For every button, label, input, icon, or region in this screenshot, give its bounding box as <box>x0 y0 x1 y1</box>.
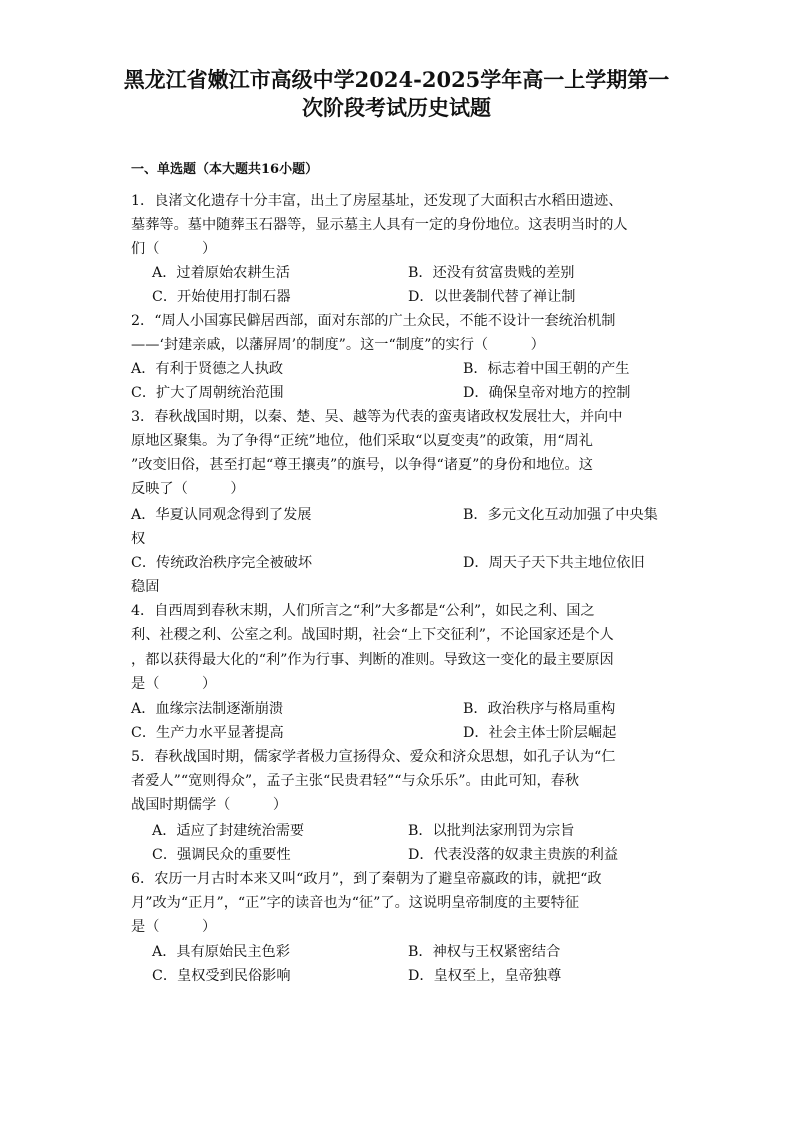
question-text-line: 2．“周人小国寡民僻居西部，面对东部的广土众民，不能不设计一套统治机制 <box>131 313 616 329</box>
option-b[interactable]: B．政治秩序与格局重构 <box>463 701 616 717</box>
option-a[interactable]: A．血缘宗法制逐渐崩溃 <box>131 701 284 717</box>
question-text-line: 是（ ） <box>131 676 217 692</box>
option-b[interactable]: B．多元文化互动加强了中央集 <box>463 507 658 523</box>
option-a[interactable]: A．过着原始农耕生活 <box>152 265 290 281</box>
section-heading: 一、单选题（本大题共16小题） <box>131 162 319 177</box>
option-a[interactable]: A．具有原始民主色彩 <box>152 944 290 960</box>
question-text-line: 反映了（ ） <box>131 481 245 497</box>
question-text-line: ，都以获得最大化的“利”作为行事、判断的准则。导致这一变化的最主要原因 <box>131 652 614 668</box>
question-text-line: 5．春秋战国时期，儒家学者极力宣扬得众、爱众和济众思想，如孔子认为“仁 <box>131 749 616 765</box>
document-title <box>120 66 673 122</box>
question-text-line: 4．自西周到春秋末期，人们所言之“利”大多都是“公利”，如民之利、国之 <box>131 603 595 619</box>
option-a[interactable]: A．有利于贤德之人执政 <box>131 361 284 377</box>
option-d-continued: 稳固 <box>131 579 160 595</box>
option-d[interactable]: D．社会主体士阶层崛起 <box>463 725 617 741</box>
question-text-line: 战国时期儒学（ ） <box>131 797 288 813</box>
option-b[interactable]: B．神权与王权紧密结合 <box>408 944 561 960</box>
option-c[interactable]: C．生产力水平显著提高 <box>131 725 284 741</box>
question-text-line: 利、社稷之利、公室之利。战国时期，社会“上下交征利”，不论国家还是个人 <box>131 627 614 643</box>
option-c[interactable]: C．强调民众的重要性 <box>152 847 291 863</box>
option-d[interactable]: D．周天子天下共主地位依旧 <box>463 555 645 571</box>
question-text-line: 者爱人”“宽则得众”，孟子主张“民贵君轻”“与众乐乐”。由此可知，春秋 <box>131 773 580 789</box>
option-d[interactable]: D．以世袭制代替了禅让制 <box>408 289 576 305</box>
option-c[interactable]: C．传统政治秩序完全被破坏 <box>131 555 313 571</box>
title-line-2: 次阶段考试历史试题 <box>302 95 491 120</box>
option-d[interactable]: D．代表没落的奴隶主贵族的利益 <box>408 847 619 863</box>
option-a[interactable]: A．适应了封建统治需要 <box>152 823 305 839</box>
question-text-line: 是（ ） <box>131 919 217 935</box>
option-c[interactable]: C．开始使用打制石器 <box>152 289 291 305</box>
question-text-line: 1．良渚文化遗存十分丰富，出土了房屋基址，还发现了大面积古水稻田遗迹、 <box>131 193 623 209</box>
option-b-continued: 权 <box>131 531 146 547</box>
option-d[interactable]: D．皇权至上，皇帝独尊 <box>408 968 562 984</box>
question-text-line: ——‘封建亲戚，以藩屏周’的制度”。这一“制度”的实行（ ） <box>131 337 545 353</box>
option-c[interactable]: C．扩大了周朝统治范围 <box>131 385 284 401</box>
question-text-line: 原地区聚集。为了争得“正统”地位，他们采取“以夏变夷”的政策，用“周礼 <box>131 433 593 449</box>
question-text-line: 月”改为“正月”，“正”字的读音也为“征”了。这说明皇帝制度的主要特征 <box>131 895 580 911</box>
option-b[interactable]: B．还没有贫富贵贱的差别 <box>408 265 575 281</box>
option-b[interactable]: B．以批判法家刑罚为宗旨 <box>408 823 575 839</box>
question-text-line: 3．春秋战国时期，以秦、楚、吴、越等为代表的蛮夷诸政权发展壮大，并向中 <box>131 409 623 425</box>
option-c[interactable]: C．皇权受到民俗影响 <box>152 968 291 984</box>
option-a[interactable]: A．华夏认同观念得到了发展 <box>131 507 312 523</box>
title-line-1: 黑龙江省嫩江市高级中学2024-2025学年高一上学期第一 <box>123 67 670 92</box>
question-text-line: 墓葬等。墓中随葬玉石器等，显示墓主人具有一定的身份地位。这表明当时的人 <box>131 217 628 233</box>
option-b[interactable]: B．标志着中国王朝的产生 <box>463 361 630 377</box>
question-text-line: 6．农历一月古时本来又叫“政月”，到了秦朝为了避皇帝嬴政的讳，就把“政 <box>131 871 602 887</box>
option-d[interactable]: D．确保皇帝对地方的控制 <box>463 385 631 401</box>
question-text-line: 们（ ） <box>131 241 217 257</box>
question-text-line: ”改变旧俗，甚至打起“尊王攘夷”的旗号，以争得“诸夏”的身份和地位。这 <box>131 457 593 473</box>
